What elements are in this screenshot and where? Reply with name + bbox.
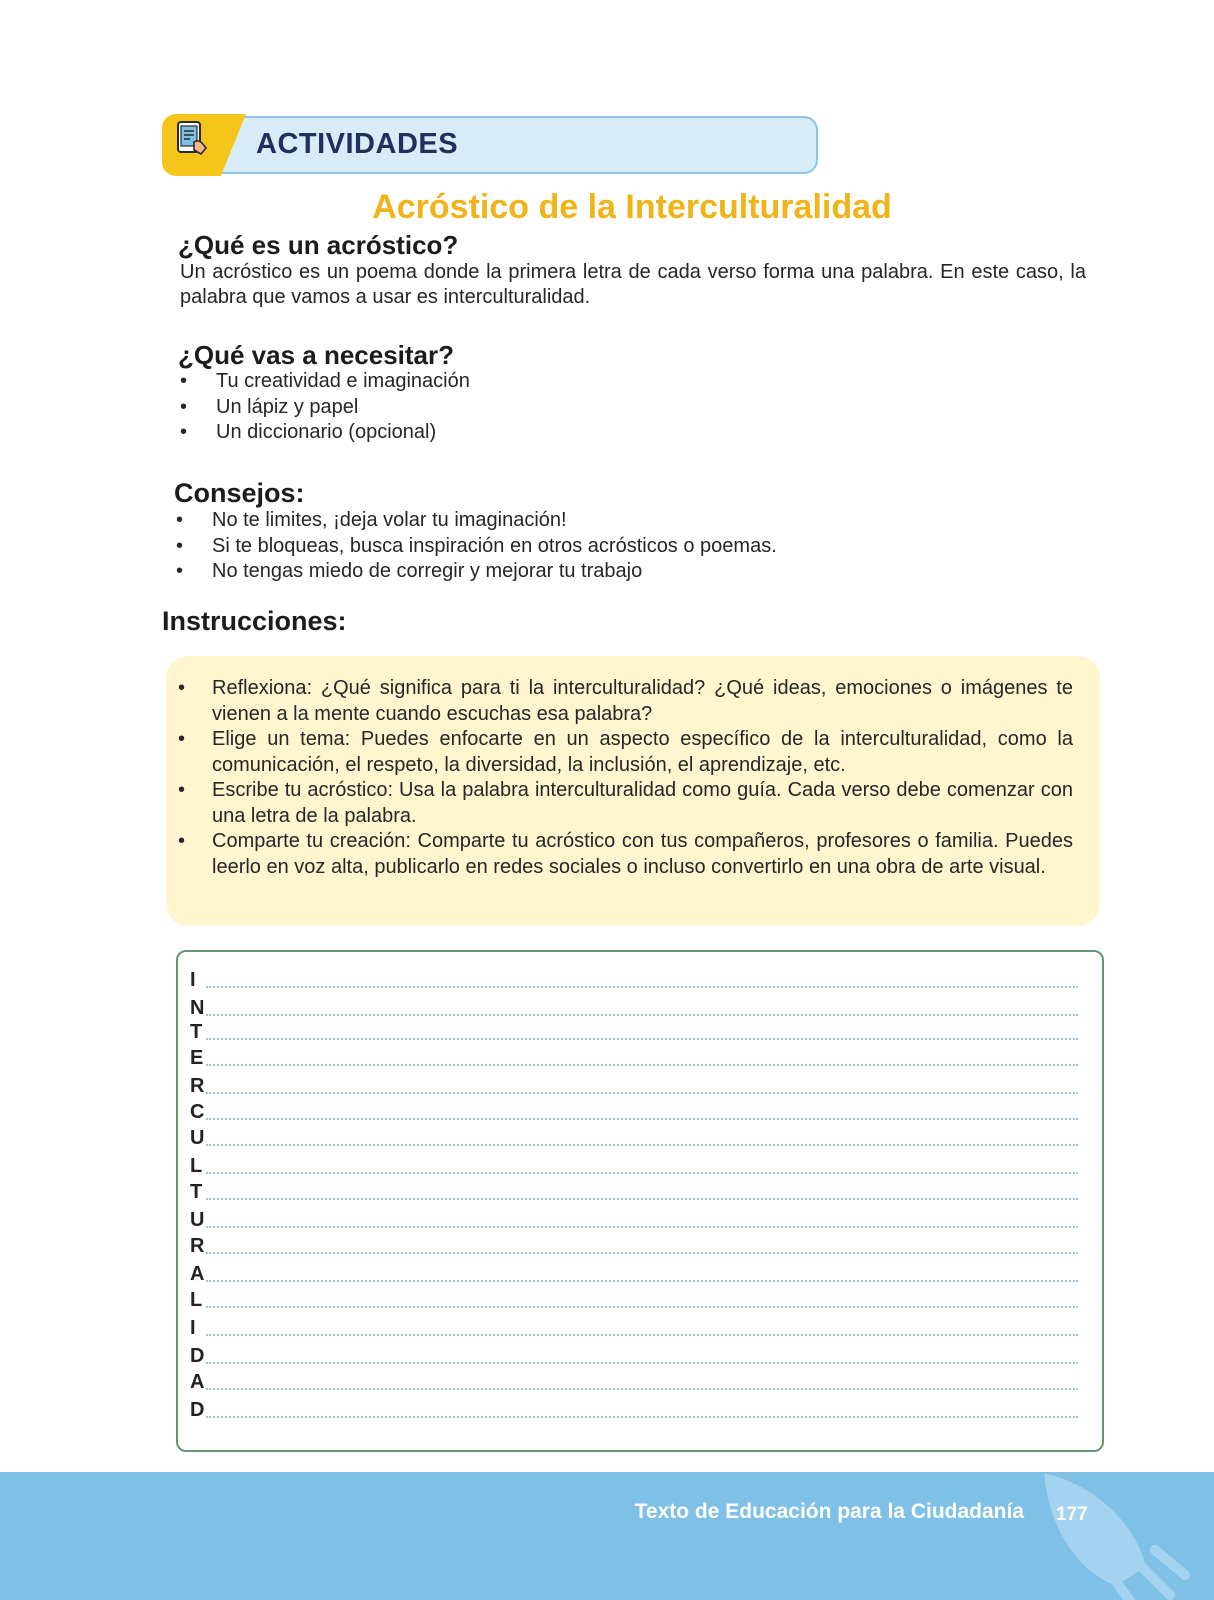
list-item: • Reflexiona: ¿Qué significa para ti la interculturalidad? ¿Qué ideas, emociones o imágenes te vienen a la mente cuando escuchas esa palabra? <box>178 676 1073 727</box>
acrostic-row[interactable] <box>190 1258 1078 1285</box>
acrostic-letter: C <box>190 1101 205 1123</box>
instructions-list <box>178 676 1073 880</box>
acrostic-letter: I <box>190 1317 196 1339</box>
acrostic-letter: D <box>190 1399 205 1421</box>
acrostic-row[interactable] <box>190 1284 1078 1311</box>
dotted-writing-line[interactable] <box>206 1118 1078 1120</box>
dotted-writing-line[interactable] <box>206 1252 1078 1254</box>
dotted-writing-line[interactable] <box>206 1334 1078 1336</box>
dotted-writing-line[interactable] <box>206 1280 1078 1282</box>
acrostic-row[interactable] <box>190 1070 1078 1097</box>
need-list <box>180 369 780 446</box>
acrostic-row[interactable] <box>190 1394 1078 1421</box>
acrostic-row[interactable] <box>190 1366 1078 1393</box>
acrostic-letter: U <box>190 1127 205 1149</box>
acrostic-letter: L <box>190 1155 203 1177</box>
acrostic-letter: L <box>190 1289 203 1311</box>
dotted-writing-line[interactable] <box>206 1226 1078 1228</box>
acrostic-row[interactable] <box>190 1176 1078 1203</box>
instructions-heading: Instrucciones: <box>162 606 347 636</box>
acrostic-letter: T <box>190 1021 203 1043</box>
need-heading: ¿Qué vas a necesitar? <box>178 340 455 370</box>
acrostic-row[interactable] <box>190 1204 1078 1231</box>
tips-heading: Consejos: <box>174 478 305 508</box>
banner-title: ACTIVIDADES <box>256 128 459 160</box>
list-item: • Escribe tu acróstico: Usa la palabra interculturalidad como guía. Cada verso debe comenzar con una letra de la palabra. <box>178 778 1073 829</box>
acrostic-row[interactable] <box>190 1340 1078 1367</box>
what-is-text: Un acróstico es un poema donde la primera letra de cada verso forma una palabra. En este caso, la palabra que vamos a usar es interculturalidad. <box>180 261 1086 308</box>
dotted-writing-line[interactable] <box>206 1306 1078 1308</box>
page-title: Acróstico de la Interculturalidad <box>372 188 892 226</box>
activities-banner <box>164 114 818 176</box>
dotted-writing-line[interactable] <box>206 1172 1078 1174</box>
acrostic-letter: R <box>190 1235 205 1257</box>
acrostic-row[interactable] <box>190 1096 1078 1123</box>
acrostic-row[interactable] <box>190 1122 1078 1149</box>
dotted-writing-line[interactable] <box>206 1038 1078 1040</box>
list-item: • Un diccionario (opcional) <box>180 420 780 446</box>
list-item: • Tu creatividad e imaginación <box>180 369 780 395</box>
acrostic-letter: A <box>190 1371 205 1393</box>
acrostic-letter: N <box>190 997 205 1019</box>
acrostic-letter: T <box>190 1181 203 1203</box>
what-is-heading: ¿Qué es un acróstico? <box>178 230 459 260</box>
acrostic-letter: E <box>190 1047 204 1069</box>
acrostic-letter: I <box>190 969 196 991</box>
acrostic-letter: U <box>190 1209 205 1231</box>
footer-book-title: Texto de Educación para la Ciudadanía <box>634 1500 1024 1523</box>
list-item: • Un lápiz y papel <box>180 395 780 421</box>
page-number: 177 <box>1056 1504 1088 1525</box>
acrostic-row[interactable] <box>190 964 1078 991</box>
dotted-writing-line[interactable] <box>206 1144 1078 1146</box>
acrostic-letter: A <box>190 1263 205 1285</box>
acrostic-letter: R <box>190 1075 205 1097</box>
acrostic-row[interactable] <box>190 1016 1078 1043</box>
dotted-writing-line[interactable] <box>206 1198 1078 1200</box>
acrostic-row[interactable] <box>190 1230 1078 1257</box>
acrostic-row[interactable] <box>190 1150 1078 1177</box>
list-item: • Si te bloqueas, busca inspiración en otros acrósticos o poemas. <box>176 534 976 560</box>
dotted-writing-line[interactable] <box>206 1362 1078 1364</box>
dotted-writing-line[interactable] <box>206 986 1078 988</box>
tablet-hand-icon <box>172 118 212 158</box>
dotted-writing-line[interactable] <box>206 1416 1078 1418</box>
tips-list <box>176 508 976 585</box>
list-item: • Comparte tu creación: Comparte tu acróstico con tus compañeros, profesores o familia. Puedes leerlo en voz alta, publicarlo en redes sociales o incluso convertirlo en una obra de arte visual. <box>178 829 1073 880</box>
acrostic-row[interactable] <box>190 1042 1078 1069</box>
acrostic-row[interactable] <box>190 1312 1078 1339</box>
dotted-writing-line[interactable] <box>206 1092 1078 1094</box>
acrostic-letter: D <box>190 1345 205 1367</box>
acrostic-row[interactable] <box>190 992 1078 1019</box>
dotted-writing-line[interactable] <box>206 1064 1078 1066</box>
acrostic-writing-box <box>176 950 1104 1452</box>
list-item: • No te limites, ¡deja volar tu imaginación! <box>176 508 976 534</box>
list-item: • Elige un tema: Puedes enfocarte en un aspecto específico de la interculturalidad, como la comunicación, el respeto, la diversidad, la inclusión, el aprendizaje, etc. <box>178 727 1073 778</box>
page-footer <box>0 1472 1214 1600</box>
list-item: • No tengas miedo de corregir y mejorar tu trabajo <box>176 559 976 585</box>
rocket-icon <box>1020 1472 1200 1600</box>
dotted-writing-line[interactable] <box>206 1388 1078 1390</box>
